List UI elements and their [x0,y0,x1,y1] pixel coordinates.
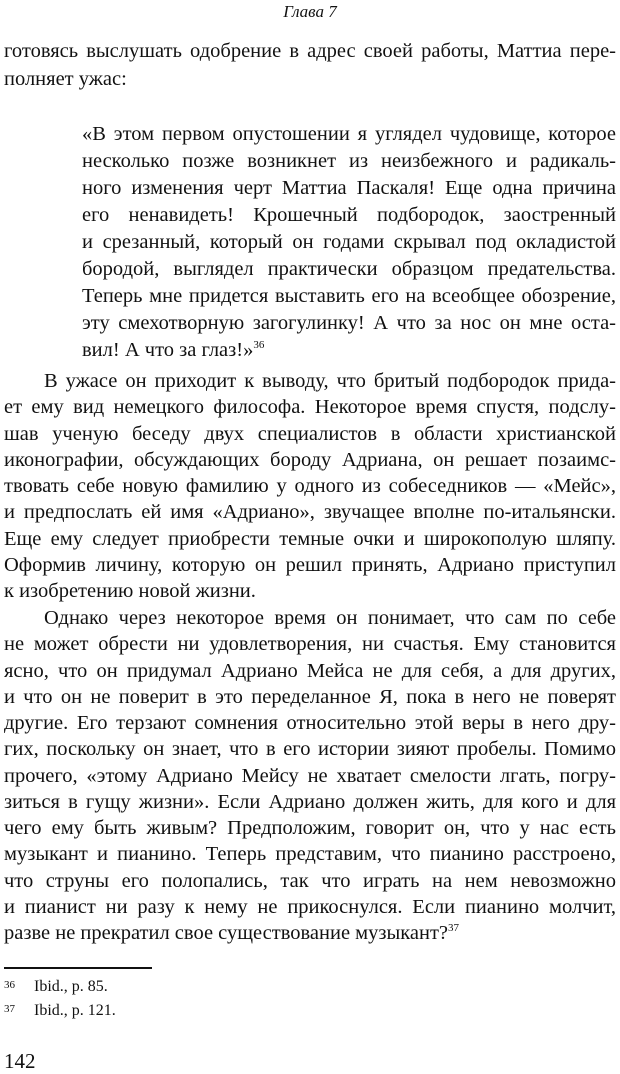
line-text: вил! А что за глаз!» [82,339,254,361]
line-text: гих, поскольку он знает, что в его истории зияют пробелы. Помимо [4,738,616,761]
footnote-ref[interactable]: 37 [448,922,460,934]
line-text: Теперь мне придется выставить его на всеобщее обозрение, [82,285,616,307]
line-text: и предпослать ей имя «Адриано», звучащее вполне по-итальянски. [4,501,616,524]
text-line [4,658,616,684]
text-line [4,38,616,66]
text-line [82,337,616,364]
text-line [82,310,616,337]
text-line [4,605,616,631]
text-line [4,631,616,657]
line-text: его ненавидеть! Крошечный подбородок, заостренный [82,204,616,226]
text-line [82,148,616,175]
line-text: В ужасе он приходит к выводу, что бритый подбородок прида- [44,370,616,392]
text-line [4,684,616,710]
text-line [82,256,616,283]
paragraph-1 [4,38,616,93]
line-text: иконографии, обсуждающих бороду Адриана, он решает позаимс- [4,448,616,471]
line-text: эту смехотворную загогулинку! А что за нос он мне оста- [82,312,616,334]
text-line [82,175,616,202]
footnote-text: Ibid., p. 85. [34,978,108,995]
text-line [82,202,616,229]
text-line [4,789,616,815]
line-text: твовать себе новую фамилию у одного из собеседников — «Мейс», [4,475,616,497]
line-text: Еще ему следует приобрести темные очки и широкополую шляпу. [4,527,616,550]
text-line [4,368,616,394]
line-text: несколько позже возникнет из неизбежного и радикаль- [82,150,616,172]
text-line [82,121,616,148]
footnote [4,974,116,998]
line-text: шав ученую беседу двух специалистов в области христианской [4,422,616,445]
line-text: Однако через некоторое время он понимает, что сам по себе [44,607,616,629]
line-text: разве не прекратил свое существование музыкант? [4,922,449,944]
text-line [4,894,616,920]
text-line [4,552,616,578]
paragraph-3 [4,605,616,946]
line-text: ясно, что он придумал Адриано Мейса не для себя, а для других, [4,659,616,682]
footnote-ref[interactable]: 36 [253,339,265,351]
text-line [4,578,616,604]
line-text: другие. Его терзают сомнения относительно этой веры в него дру- [4,712,616,734]
page-number: 142 [4,1049,36,1073]
line-text: готовясь выслушать одобрение в адрес своей работы, Маттиа пере- [4,40,616,62]
line-text: и пианист ни разу к нему не прикоснулся. Если пианино молчит, [4,895,616,918]
text-line [4,394,616,420]
text-line [4,526,616,552]
footnote-divider [4,967,152,969]
text-line [4,841,616,867]
footnote-text: Ibid., p. 121. [34,1002,116,1019]
footnotes [4,974,116,1022]
line-text: зиться в гущу жизни». Если Адриано должен жить, для кого и для [4,790,616,813]
line-text: не может обрести ни удовлетворения, ни счастья. Ему становится [4,633,616,656]
line-text: прочего, «этому Адриано Мейсу не хватает смелости лгать, погру- [4,764,616,787]
line-text: музыкант и пианино. Теперь представим, что пианино расстроено, [4,843,616,866]
text-line [82,229,616,256]
text-line [4,421,616,447]
line-text: бородой, выглядел практически образцом предательства. [82,258,616,280]
line-text: чего ему быть живым? Предположим, говорит он, что у нас есть [4,817,616,839]
footnote-number: 37 [4,1003,15,1015]
line-text: Оформив личину, которую он решил принять, Адриано приступил [4,553,616,576]
text-line [4,736,616,762]
text-line [82,283,616,310]
footnote-number: 36 [4,979,15,991]
line-text: к изобретению новой жизни. [4,580,256,602]
text-line [4,815,616,841]
line-text: полняет ужас: [4,67,127,90]
line-text: ет ему вид немецкого философа. Некоторое время спустя, подслу- [4,396,616,419]
text-line [4,920,616,946]
running-header: Глава 7 [283,2,337,21]
line-text: «В этом первом опустошении я углядел чудовище, которое [82,123,616,145]
paragraph-2 [4,368,616,604]
text-line [4,447,616,473]
line-text: ного изменения черт Маттиа Паскаля! Еще одна причина [82,177,616,199]
line-text: и что он не поверит в это переделанное Я, пока в него не поверят [4,685,616,708]
text-line [4,868,616,894]
text-line [4,763,616,789]
line-text: и срезанный, который он годами скрывал под окладистой [82,231,616,253]
text-line [4,473,616,499]
footnote [4,998,116,1022]
block-quote [82,121,616,364]
line-text: что струны его полопались, так что играть на нем невозможно [4,869,616,892]
text-line [4,710,616,736]
text-line [4,66,616,94]
text-line [4,499,616,525]
